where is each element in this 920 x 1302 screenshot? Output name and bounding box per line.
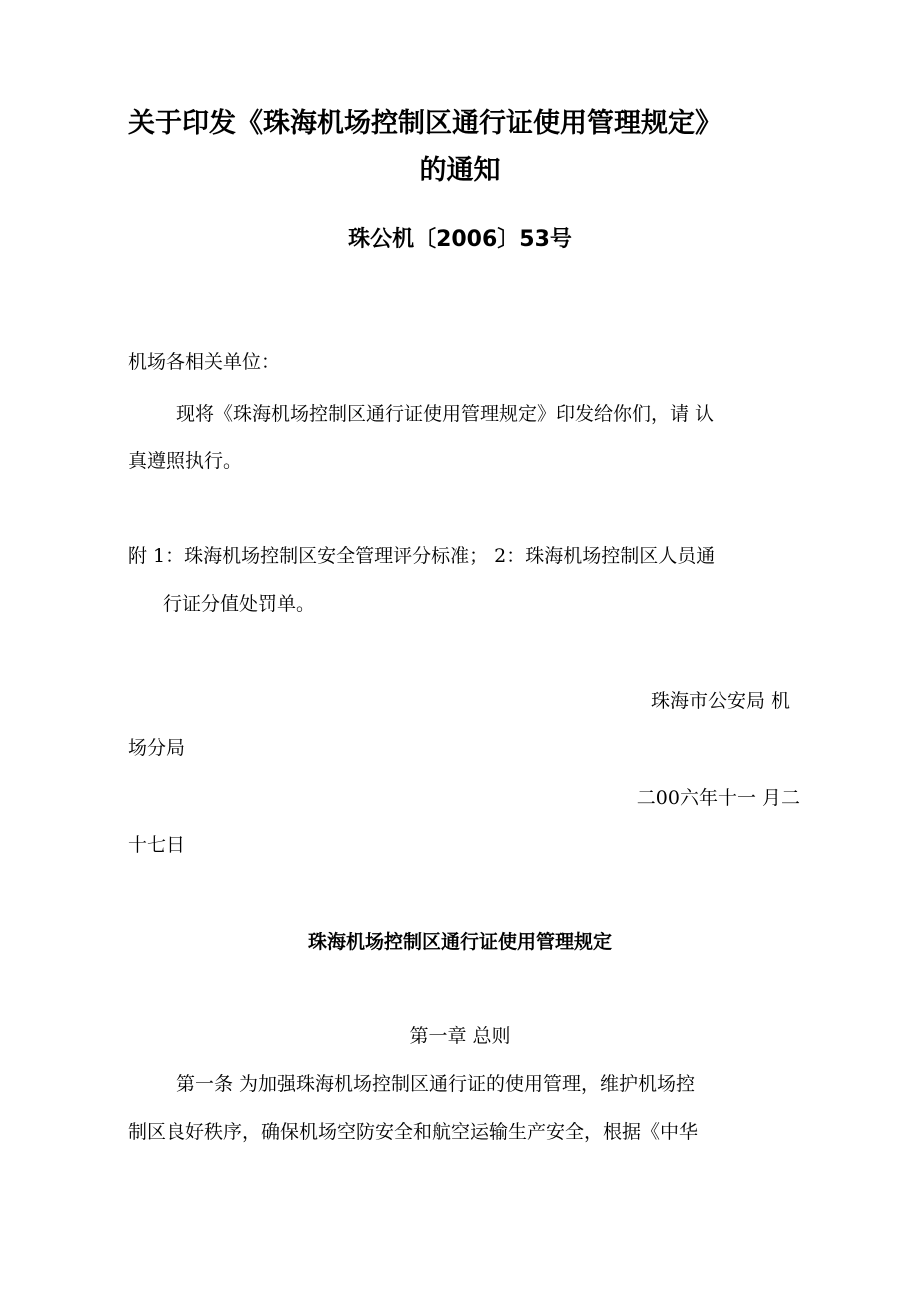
notice-body-line-2: 真遵照执行。	[128, 450, 243, 472]
attachment-line-2: 行证分值处罚单。	[163, 593, 316, 615]
document-number: 珠公机〔2006〕53号	[348, 227, 572, 252]
title-line-1: 关于印发《珠海机场控制区通行证使用管理规定》	[128, 108, 722, 139]
title-line-2: 的通知	[419, 155, 501, 186]
issuer-line-1: 珠海市公安局 机	[650, 690, 790, 712]
chapter-heading: 第一章 总则	[409, 1025, 511, 1047]
attachment-line-1: 附 1：珠海机场控制区安全管理评分标准； 2：珠海机场控制区人员通	[128, 545, 716, 567]
salutation: 机场各相关单位：	[128, 351, 281, 373]
date-line-1: 二00六年十一 月二	[636, 787, 800, 809]
regulation-title: 珠海机场控制区通行证使用管理规定	[307, 931, 612, 953]
article-1-line-2: 制区良好秩序，确保机场空防安全和航空运输生产安全，根据《中华	[128, 1121, 699, 1143]
article-1-line-1: 第一条 为加强珠海机场控制区通行证的使用管理，维护机场控	[176, 1073, 696, 1095]
issuer-line-2: 场分局	[128, 737, 186, 759]
date-line-2: 十七日	[128, 834, 186, 856]
notice-body-line-1: 现将《珠海机场控制区通行证使用管理规定》印发给你们，请 认	[176, 403, 715, 425]
